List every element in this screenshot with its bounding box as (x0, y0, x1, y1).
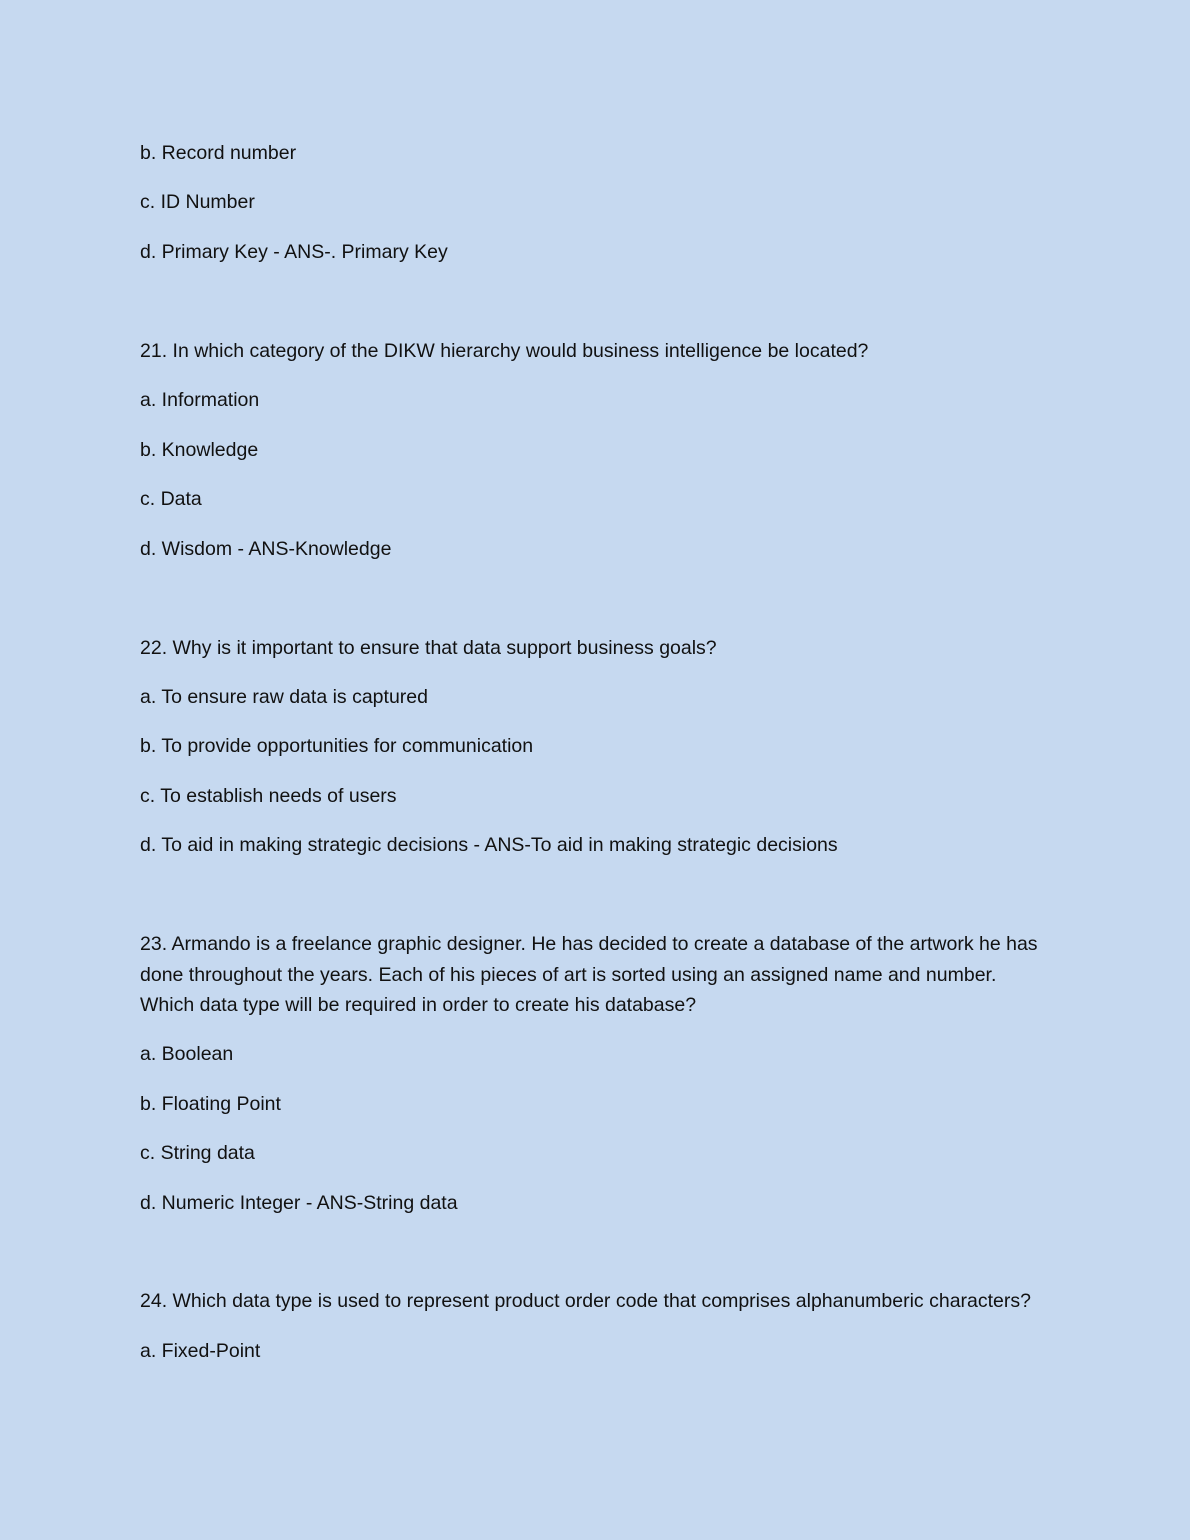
option-text: c. To establish needs of users (140, 785, 397, 807)
option-text: d. Numeric Integer - ANS-String data (140, 1192, 458, 1214)
option-text: a. Boolean (140, 1043, 234, 1065)
option-text: b. Floating Point (140, 1093, 281, 1115)
option-text: c. Data (140, 488, 202, 510)
option-text: d. Primary Key - ANS-. Primary Key (140, 241, 448, 263)
option-text: b. Record number (140, 142, 297, 164)
option-text: d. Wisdom - ANS-Knowledge (140, 538, 392, 560)
option-text: d. To aid in making strategic decisions - ANS-To aid in making strategic decisions (140, 834, 838, 856)
question-stem-22: 22. Why is it important to ensure that data support business goals? (140, 637, 717, 659)
option-text: b. Knowledge (140, 439, 259, 461)
option-text: a. Information (140, 389, 260, 411)
option-text: a. Fixed-Point (140, 1340, 261, 1362)
question-stem-23: 23. Armando is a freelance graphic designer. He has decided to create a database of the artwork he has done throughout the years. Each of his pieces of art is sorted using an assigned name and number. Which data type will be required in order to create his database? (140, 933, 1038, 1016)
question-stem-21: 21. In which category of the DIKW hierarchy would business intelligence be located? (140, 340, 869, 362)
option-text: a. To ensure raw data is captured (140, 686, 428, 708)
question-stem-24: 24. Which data type is used to represent product order code that comprises alphanumberic characters? (140, 1290, 1031, 1312)
option-text: c. String data (140, 1142, 255, 1164)
option-text: c. ID Number (140, 191, 255, 213)
option-text: b. To provide opportunities for communication (140, 735, 534, 757)
